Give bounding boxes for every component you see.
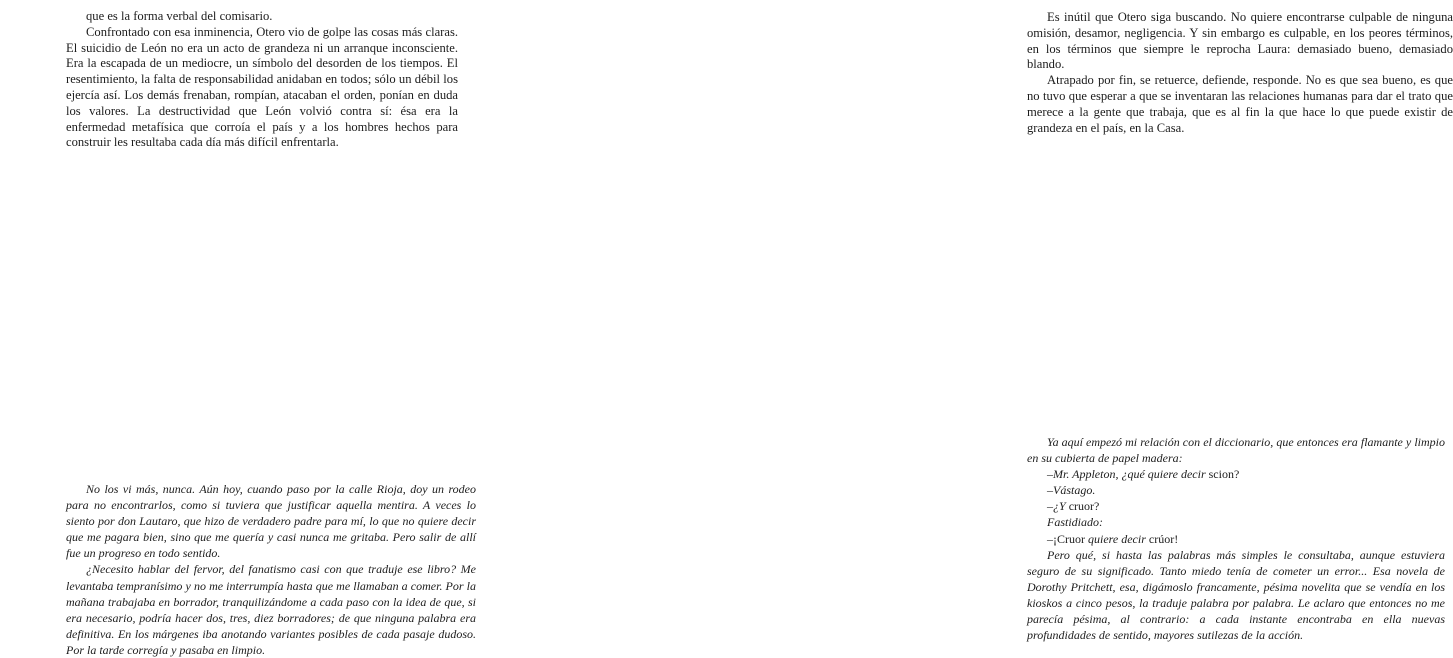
paragraph: Atrapado por fin, se retuerce, defiende, responde. No es que sea bueno, es que no tuvo que esperar a que se inventaran las relaciones humanas para dar el trato que merece a la gente que trabaja, que es al fin la que hace lo que puede existir de grandeza en el país, en la Casa. <box>1027 73 1453 135</box>
dialogue-word: crúor! <box>1148 531 1179 546</box>
left-page-top-text <box>66 9 458 151</box>
paragraph: No los vi más, nunca. Aún hoy, cuando paso por la calle Rioja, doy un rodeo para no encontrarlos, como si tuviera que justificar aquella mentira. A veces lo siento por don Lautaro, que hizo de verdadero padre para mí, lo que no quiere decir que me pagara bien, sino que me quería y casi nunca me gritaba. Pero salir de allí fue un progreso en todo sentido. <box>66 482 476 561</box>
paragraph: que es la forma verbal del comisario. <box>86 9 273 23</box>
left-page-bottom-text <box>66 481 476 658</box>
dialogue-text: –Mr. Appleton, ¿qué quiere decir <box>1047 467 1209 482</box>
dialogue-word: Cruor <box>1057 531 1085 546</box>
paragraph: ¿Necesito hablar del fervor, del fanatismo casi con que traduje ese libro? Me levantaba tempranísimo y no me interrumpía hasta que me llamaban a comer. Por la mañana trabajaba en borrador, tranquilizándome a cada paso con la idea de que, si era necesario, podría hacer dos, tres, diez borradores; de que ninguna palabra era definitiva. En los márgenes iba anotando variantes posibles de cada pasaje dudoso. Por la tarde corregía y pasaba en limpio. <box>66 562 476 657</box>
dialogue-line <box>1027 466 1445 482</box>
dialogue-line <box>1027 531 1445 547</box>
dialogue-line <box>1027 498 1445 514</box>
paragraph: Ya aquí empezó mi relación con el diccionario, que entonces era flamante y limpio en su cubierta de papel madera: <box>1027 435 1445 466</box>
paragraph: Es inútil que Otero siga buscando. No quiere encontrarse culpable de ninguna omisión, desamor, negligencia. Y sin embargo es culpable, en los peores términos, en los términos que siempre le reprocha Laura: demasiado bueno, demasiado blando. <box>1027 10 1453 72</box>
right-page-bottom-text <box>1027 434 1445 643</box>
dialogue-line: –Vástago. <box>1047 483 1096 498</box>
right-page <box>500 0 1453 652</box>
dialogue-line: Fastidiado: <box>1047 515 1103 530</box>
dialogue-text: –¡ <box>1047 531 1057 546</box>
left-page <box>0 0 500 657</box>
dialogue-text: –¿Y <box>1047 499 1069 514</box>
right-page-top-text <box>1027 10 1453 136</box>
paragraph: Confrontado con esa inminencia, Otero vio de golpe las cosas más claras. El suicidio de León no era un acto de grandeza ni un arranque inconsciente. Era la escapada de un mediocre, un símbolo del desorden de los tiempos. El resentimiento, la falta de responsabilidad anidaban en todos; sólo un débil los ejercía así. Los demás frenaban, rompían, atacaban el orden, ponían en duda los valores. La destructividad que León volvió contra sí: ésa era la enfermedad metafísica que corroía el país y a los hombres hechos para construir les resultaba cada día más difícil enfrentarla. <box>66 24 458 150</box>
dialogue-word: scion? <box>1208 467 1240 482</box>
paragraph: Pero qué, si hasta las palabras más simples le consultaba, aunque estuviera seguro de su significado. Tanto miedo tenía de cometer un error... Esa novela de Dorothy Pritchett, esa, digámoslo francamente, pésima novelita que se vendía en los kioskos a cinco pesos, la traduje palabra por palabra. Le aclaro que entonces no me parecía pésima, al contrario: a cada instante encontraba en ella nuevas profundidades de sentido, mayores sutilezas de la acción. <box>1027 547 1445 643</box>
dialogue-text: quiere decir <box>1085 531 1149 546</box>
dialogue-word: cruor? <box>1068 499 1100 514</box>
